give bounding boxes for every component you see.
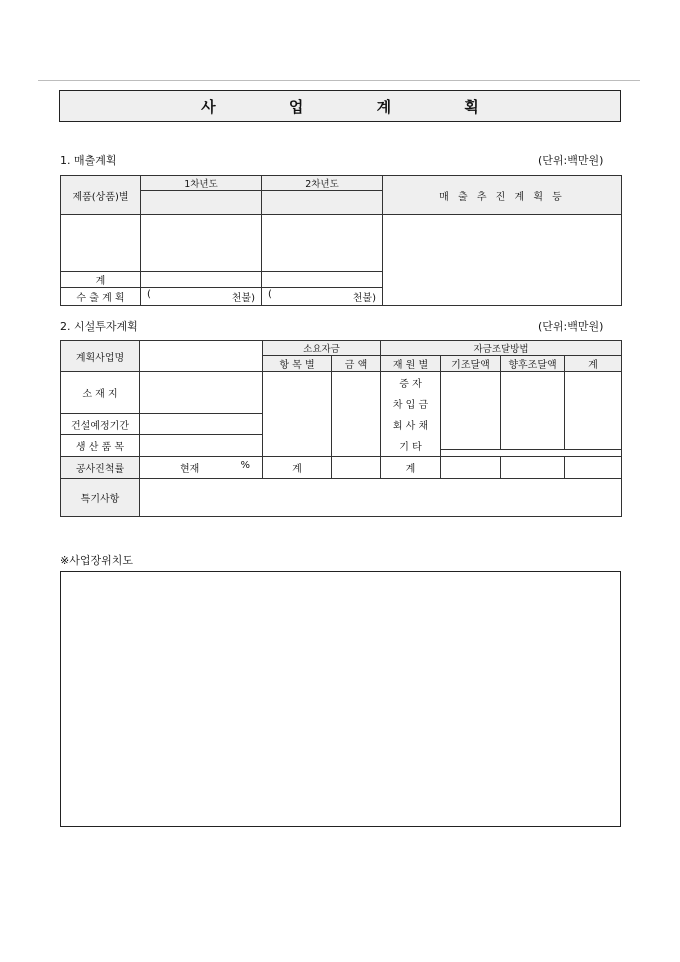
period-value[interactable] [140,414,263,435]
funds-sum-value[interactable] [332,457,381,479]
total-year1-cell[interactable] [141,272,262,288]
item-values[interactable] [263,372,332,457]
export-year1-open: ( [147,289,151,300]
year1-value-cell[interactable] [141,215,262,272]
facility-investment-table [60,340,622,517]
funding-sum-label: 계 [381,457,441,479]
required-funds-header: 소요자금 [263,341,381,356]
section1-unit: (단위:백만원) [538,154,604,167]
notes-value[interactable] [140,479,622,517]
progress-value[interactable] [140,457,263,479]
total-row-label: 계 [61,272,141,288]
col-year1-header: 1차년도 [141,176,262,191]
raised-values[interactable] [441,372,501,450]
source-header: 재 원 별 [381,356,441,372]
source-bond: 회 사 채 [381,414,441,435]
funding-method-header: 자금조달방법 [381,341,622,356]
year1-subheader-cell [141,191,262,215]
funding-blank-cell[interactable] [441,450,622,457]
col-year2-header: 2차년도 [262,176,383,191]
location-value[interactable] [140,372,263,414]
period-label: 건설예정기간 [61,414,140,435]
total-header: 계 [565,356,622,372]
sales-plan-table [60,175,622,306]
raised-header: 기조달액 [441,356,501,372]
sales-plan-cell[interactable] [383,215,622,306]
notes-label: 특기사항 [61,479,140,517]
site-location-map-box[interactable] [60,571,621,827]
item-header: 항 목 별 [263,356,332,372]
year2-subheader-cell [262,191,383,215]
page-title: 사 업 계 획 [59,90,621,122]
funds-sum-label: 계 [263,457,332,479]
project-name-value[interactable] [140,341,263,372]
section2-heading: 2. 시설투자계획 [60,320,138,333]
source-capital: 증 자 [381,372,441,393]
project-name-label: 계획사업명 [61,341,140,372]
to-raise-sum[interactable] [501,457,565,479]
year2-value-cell[interactable] [262,215,383,272]
col-product-header: 제품(상품)별 [61,176,141,215]
location-label: 소 재 지 [61,372,140,414]
top-divider [38,80,640,81]
section1-heading: 1. 매출계획 [60,154,117,167]
section2-unit: (단위:백만원) [538,320,604,333]
progress-label: 공사진척률 [61,457,140,479]
section3-heading: ※사업장위치도 [60,554,133,567]
export-year1-unit: 천불) [231,293,255,304]
export-year2-unit: 천불) [352,293,376,304]
progress-percent: % [240,460,250,471]
source-loan: 차 입 금 [381,393,441,414]
products-value[interactable] [140,435,263,457]
progress-current: 현재 [180,464,200,475]
export-row-label: 수 출 계 획 [61,288,141,306]
col-plan-header: 매 출 추 진 계 획 등 [383,176,622,215]
amount-values[interactable] [332,372,381,457]
total-year2-cell[interactable] [262,272,383,288]
source-other: 기 타 [381,435,441,457]
products-label: 생 산 품 목 [61,435,140,457]
amount-header: 금 액 [332,356,381,372]
product-cell[interactable] [61,215,141,272]
export-year2-open: ( [268,289,272,300]
to-raise-header: 향후조달액 [501,356,565,372]
raised-sum[interactable] [441,457,501,479]
total-sum[interactable] [565,457,622,479]
to-raise-values[interactable] [501,372,565,450]
export-year2-cell[interactable] [262,288,383,306]
total-values[interactable] [565,372,622,450]
export-year1-cell[interactable] [141,288,262,306]
